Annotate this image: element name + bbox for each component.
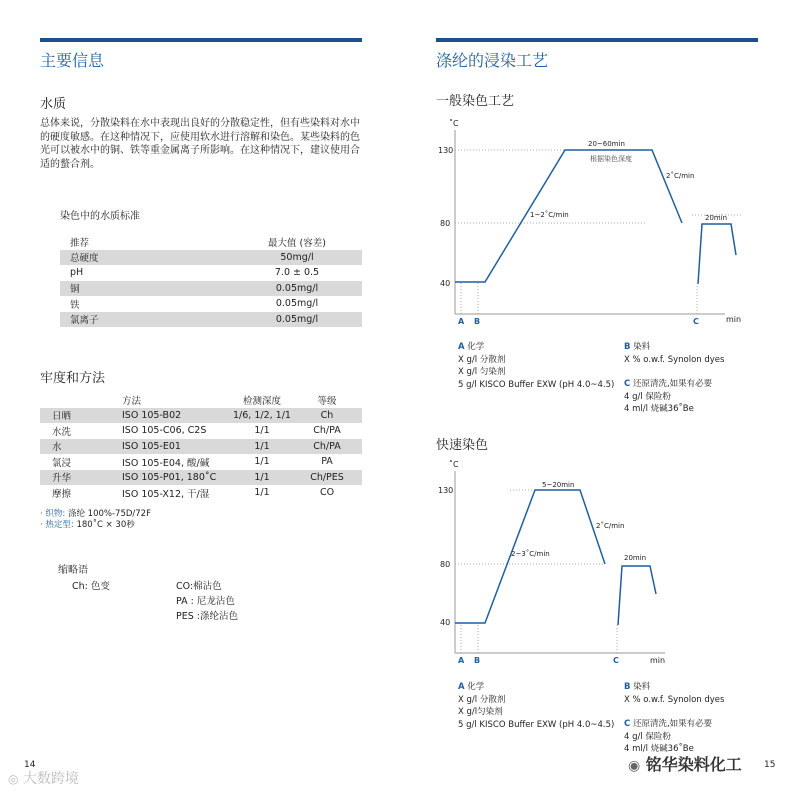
right-section-heading: 涤纶的浸染工艺	[436, 51, 549, 70]
table-cell: ISO 105-E04, 酸/碱	[122, 457, 210, 469]
legend-line: 4 ml/l 烧碱36˚Be	[624, 744, 694, 754]
y-tick-label: 130	[438, 486, 454, 495]
page-number-right: 15	[764, 760, 776, 770]
legend-key: C	[624, 719, 631, 729]
rapid-legend-a	[458, 681, 614, 731]
rapid-legend-c	[624, 718, 712, 756]
legend-line: 5 g/l KISCO Buffer EXW (pH 4.0~4.5)	[458, 719, 615, 730]
heatset-note	[40, 518, 135, 530]
rapid-legend-b	[624, 681, 724, 706]
temp-unit: ˚C	[449, 119, 459, 128]
table-cell: ISO 105-P01, 180˚C	[122, 470, 232, 486]
left-section-heading: 主要信息	[40, 51, 105, 70]
water-table-caption: 染色中的水质标准	[60, 211, 140, 222]
marker-b: B	[474, 317, 481, 326]
y-tick-label: 130	[438, 146, 454, 155]
watermark-right	[628, 752, 742, 775]
cool-rate-label: 2˚C/min	[596, 522, 625, 530]
x-unit: min	[726, 315, 742, 324]
table-row	[60, 281, 362, 297]
table-cell: 水	[40, 439, 122, 455]
table-cell: 日晒	[40, 408, 122, 424]
legend-key: C	[624, 379, 631, 389]
table-cell: Ch/PA	[292, 439, 362, 455]
rapid-process-diagram	[430, 453, 770, 671]
table-row	[60, 234, 362, 250]
legend-title: A 化学	[458, 682, 485, 692]
chat-icon: ◎	[8, 772, 19, 786]
wechat-icon: ◉	[628, 758, 641, 774]
legend-key: A	[458, 682, 465, 692]
y-tick-label: 40	[440, 618, 451, 627]
marker-b: B	[474, 656, 481, 665]
table-row	[40, 423, 362, 439]
table-cell: 氯浸	[52, 457, 72, 469]
table-cell: 7.0 ± 0.5	[274, 267, 320, 279]
table-header-cell: 方法	[122, 395, 142, 407]
table-cell: 铜	[60, 281, 232, 297]
table-cell: 1/1	[232, 470, 292, 486]
watermark-left-text: 大数跨境	[22, 771, 79, 787]
right-header-bar	[436, 38, 758, 42]
rise-rate-label: 2~3˚C/min	[511, 550, 550, 558]
y-tick-label: 80	[440, 219, 451, 228]
water-paragraph: 总体来说，分散染料在水中表现出良好的分散稳定性，但有些染料对水中的硬度敏感。在这种情况下，应使用软水进行溶解和染色。某些染料的色光可以被水中的铜、铁等重金属离子所影响。在这种情况下，建议使用合适的螯合剂。	[40, 118, 360, 170]
y-tick-label: 80	[440, 560, 451, 569]
table-row	[60, 296, 362, 312]
general-legend-b	[624, 341, 724, 366]
legend-line: 5 g/l KISCO Buffer EXW (pH 4.0~4.5)	[458, 379, 615, 390]
table-header-cell	[40, 392, 122, 408]
table-cell: 1/1	[254, 425, 270, 437]
table-cell: 1/1	[254, 456, 270, 468]
table-cell: 0.05mg/l	[232, 281, 362, 297]
fastness-title: 牢度和方法	[40, 371, 106, 386]
legend-key: B	[624, 342, 631, 352]
table-cell: CO	[319, 487, 335, 499]
table-cell: Ch/PA	[313, 425, 341, 437]
abbr-item: PA : 尼龙沾色	[176, 596, 235, 607]
table-row	[60, 312, 362, 328]
abbr-item: PES :涤纶沾色	[176, 611, 238, 622]
legend-title: C 还原清洗,如果有必要	[624, 379, 713, 389]
y-tick-label: 40	[440, 279, 451, 288]
abbr-title: 缩略语	[58, 565, 88, 576]
marker-c: C	[613, 656, 619, 665]
table-cell: 水洗	[52, 426, 72, 438]
marker-a: A	[458, 656, 465, 665]
temp-unit: ˚C	[449, 460, 459, 469]
table-row	[40, 470, 362, 486]
table-cell: Ch	[292, 408, 362, 424]
table-cell: 氯离子	[60, 312, 232, 328]
table-row	[60, 265, 362, 281]
table-row	[40, 439, 362, 455]
legend-line: 4 ml/l 烧碱36˚Be	[624, 404, 694, 414]
table-header-cell: 最大值 (容差)	[268, 237, 326, 249]
table-row	[40, 454, 362, 470]
rapid-process-title: 快速染色	[436, 438, 489, 453]
rinse-profile	[698, 224, 736, 284]
table-cell: 1/1	[232, 439, 292, 455]
legend-title: B 染料	[624, 342, 651, 352]
legend-key: B	[624, 682, 631, 692]
table-cell: 铁	[70, 299, 80, 311]
rise-rate-label: 1~2˚C/min	[530, 211, 569, 219]
abbr-item: Ch: 色变	[72, 581, 110, 592]
table-cell: ISO 105-C06, C2S	[122, 425, 207, 437]
legend-line: X g/l 匀染剂	[458, 367, 506, 377]
legend-title: C 还原清洗,如果有必要	[624, 719, 713, 729]
general-legend-c	[624, 378, 712, 416]
table-cell: PA	[321, 456, 333, 468]
left-header-bar	[40, 38, 362, 42]
legend-title: A 化学	[458, 342, 485, 352]
table-cell: ISO 105-X12, 干/湿	[122, 488, 210, 500]
general-process-title: 一般染色工艺	[436, 94, 515, 109]
general-legend-a	[458, 341, 614, 391]
hold-label: 5~20min	[542, 481, 575, 489]
water-quality-table	[60, 234, 362, 327]
rinse-profile	[618, 566, 656, 625]
legend-line: X % o.w.f. Synolon dyes	[624, 354, 725, 365]
table-row	[40, 392, 362, 408]
rinse-time-label: 20min	[624, 554, 647, 562]
legend-line: X g/l 分散剂	[458, 354, 506, 365]
watermark-right-text: 铭华染料化工	[645, 755, 742, 774]
legend-line: X % o.w.f. Synolon dyes	[624, 694, 725, 705]
hold-label: 20~60min	[588, 140, 625, 148]
hold-note: 根据染色深度	[590, 155, 632, 163]
table-cell: 升华	[40, 470, 122, 486]
table-cell: 0.05mg/l	[232, 312, 362, 328]
table-cell: pH	[70, 267, 84, 279]
table-cell: 摩擦	[52, 488, 72, 500]
table-cell: 1/1	[254, 487, 270, 499]
table-row	[40, 485, 362, 501]
legend-line: 4 g/l 保险粉	[624, 731, 671, 742]
note-text: 180˚C × 30秒	[76, 520, 135, 530]
note-label: · 织物:	[40, 509, 66, 519]
legend-line: X g/l 分散剂	[458, 694, 506, 705]
table-header-cell: 检测深度	[242, 395, 281, 407]
table-header-cell: 推荐	[70, 237, 90, 249]
fastness-table	[40, 392, 362, 501]
rinse-time-label: 20min	[705, 214, 728, 222]
table-cell: 50mg/l	[232, 250, 362, 266]
marker-c: C	[693, 317, 699, 326]
table-cell: ISO 105-E01	[122, 439, 232, 455]
legend-line: X g/l匀染剂	[458, 707, 503, 717]
abbr-item: CO:棉沾色	[176, 581, 222, 592]
table-cell: Ch/PES	[292, 470, 362, 486]
note-label: · 热定型:	[40, 520, 74, 530]
marker-a: A	[458, 317, 465, 326]
cool-rate-label: 2˚C/min	[666, 172, 695, 180]
table-row	[40, 408, 362, 424]
legend-title: B 染料	[624, 682, 651, 692]
table-cell: 0.05mg/l	[275, 298, 319, 310]
legend-line: 4 g/l 保险粉	[624, 391, 671, 402]
table-row	[60, 250, 362, 266]
table-header-cell: 等级	[317, 395, 337, 407]
legend-key: A	[458, 342, 465, 352]
table-cell: ISO 105-B02	[122, 408, 232, 424]
water-title: 水质	[40, 97, 67, 112]
note-text: 涤纶 100%-75D/72F	[67, 509, 151, 519]
x-unit: min	[650, 656, 666, 665]
watermark-left	[8, 768, 79, 788]
page-number-left: 14	[24, 760, 36, 770]
general-process-diagram	[430, 112, 770, 330]
table-cell: 总硬度	[60, 250, 232, 266]
table-cell: 1/6, 1/2, 1/1	[232, 408, 292, 424]
